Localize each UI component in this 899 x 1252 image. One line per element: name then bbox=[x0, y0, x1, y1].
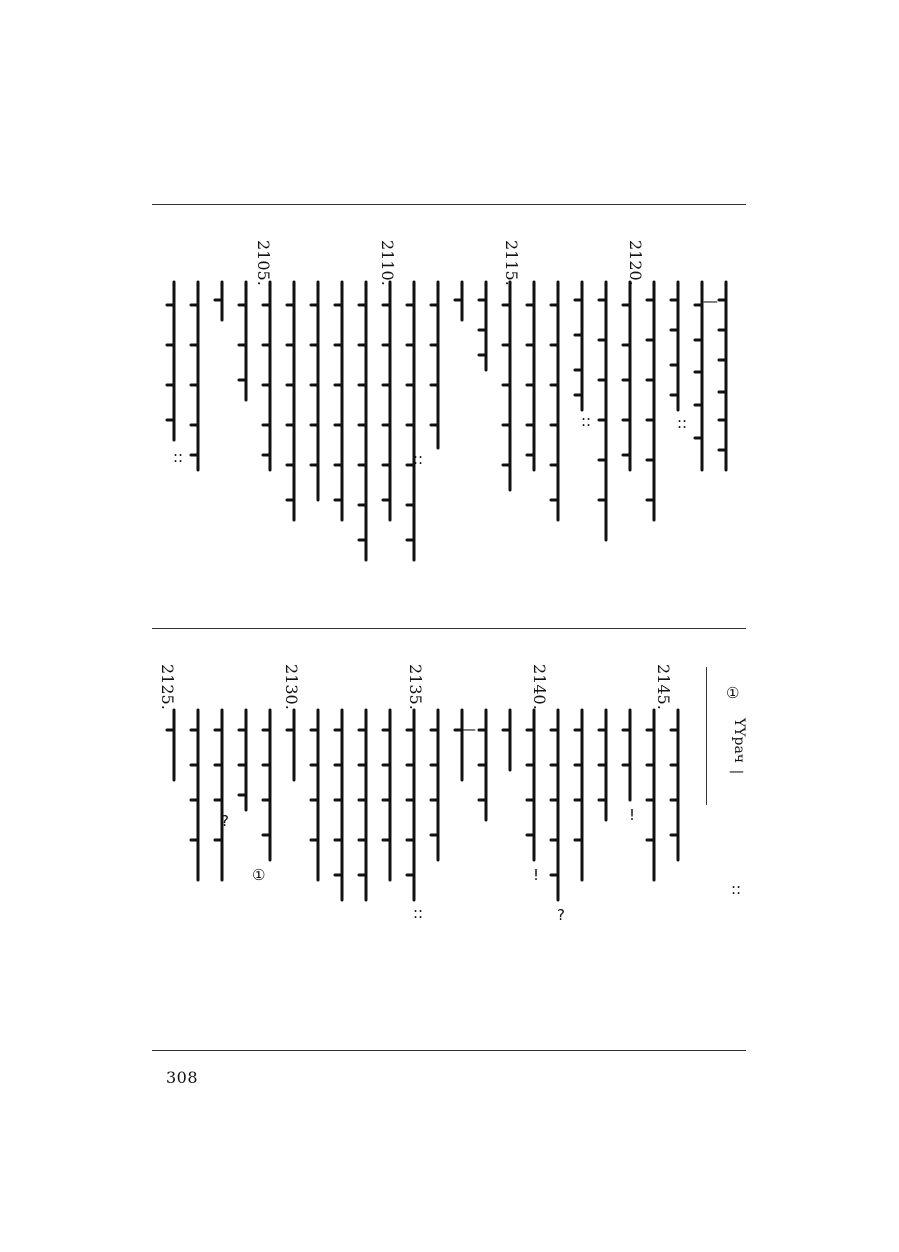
dash-mark: — bbox=[703, 292, 718, 310]
bottom-rule bbox=[152, 1050, 746, 1051]
line-number-2135: 2135. bbox=[406, 664, 425, 710]
footnote-end-punct: :: bbox=[731, 880, 742, 898]
line-number-2105: 2105. bbox=[254, 240, 273, 286]
footnote-dash: — bbox=[729, 762, 744, 780]
colon-mark: :: bbox=[677, 414, 688, 432]
line-number-2110: 2110. bbox=[378, 240, 397, 286]
page-number: 308 bbox=[166, 1068, 199, 1087]
footnote-separator bbox=[706, 667, 707, 805]
colon-mark: :: bbox=[581, 412, 592, 430]
colon-mark: :: bbox=[173, 448, 184, 466]
colon-mark: :: bbox=[413, 450, 424, 468]
exclamation-mark: ! bbox=[533, 866, 540, 884]
top-rule bbox=[152, 204, 746, 205]
line-number-2115: 2115. bbox=[502, 240, 521, 286]
colon-mark: :: bbox=[413, 904, 424, 922]
footnote-latin-term: YYрач bbox=[731, 718, 747, 764]
question-mark: ? bbox=[557, 906, 565, 924]
exclamation-mark: ! bbox=[629, 806, 636, 824]
line-number-2130: 2130. bbox=[282, 664, 301, 710]
footnote-reference: ① bbox=[252, 866, 266, 884]
footnote-marker: ① bbox=[726, 684, 740, 702]
line-number-2125: 2125. bbox=[158, 664, 177, 710]
line-number-2120: 2120. bbox=[626, 240, 645, 286]
dash-mark: — bbox=[461, 720, 476, 738]
middle-rule bbox=[152, 628, 746, 629]
question-mark: ? bbox=[221, 812, 229, 830]
line-number-2140: 2140. bbox=[530, 664, 549, 710]
line-number-2145: 2145. bbox=[654, 664, 673, 710]
